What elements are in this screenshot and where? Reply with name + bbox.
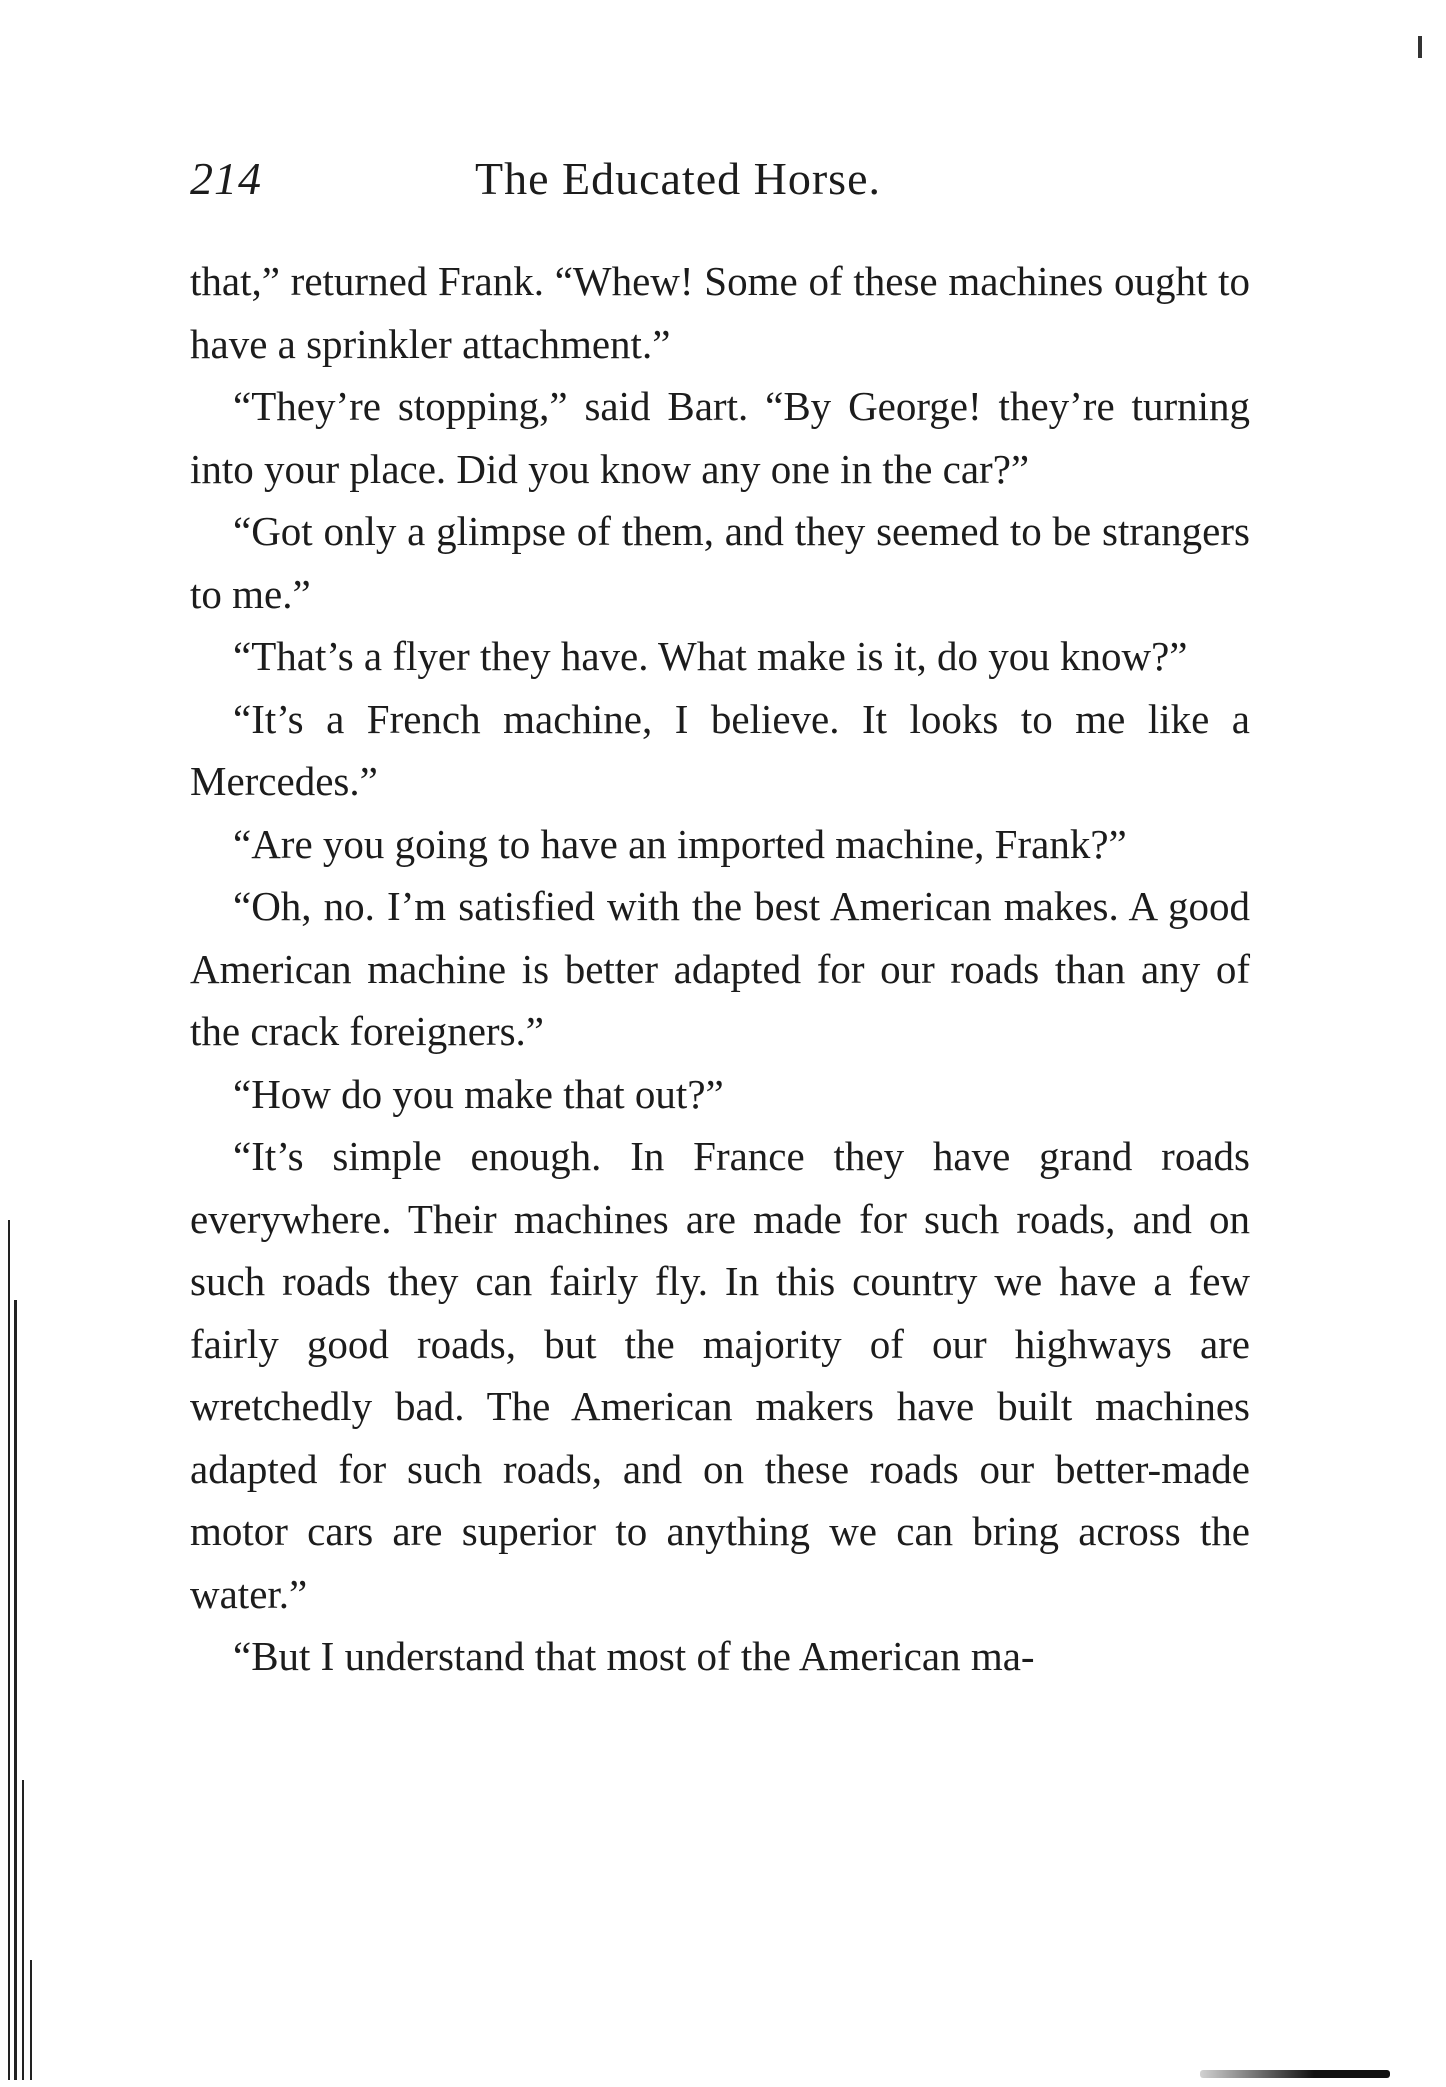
paragraph: “Got only a glimpse of them, and they seemed to be strangers to me.”: [190, 508, 1250, 617]
paragraph: “It’s simple enough. In France they have grand roads everywhere. Their machines are made for such roads, and on such roads they can fairly fly. In this country we have a few fairly good roads, but the majority of our highways are wretchedly bad. The American makers have built machines adapted for such roads, and on these roads our better-made motor cars are superior to anything we can bring across the water.”: [190, 1133, 1250, 1617]
scan-mark: [1418, 36, 1422, 58]
paragraph: “It’s a French machine, I believe. It looks to me like a Mercedes.”: [190, 695, 1250, 804]
binding-line: [22, 1780, 24, 2080]
binding-line: [14, 1300, 17, 2080]
paragraph: “But I understand that most of the American ma-: [233, 1633, 1035, 1679]
page-number: 214: [190, 153, 262, 204]
paragraph-continuation: that,” returned Frank. “Whew! Some of these machines ought to have a sprinkler attachment.”: [190, 258, 1250, 367]
scan-smudge: [1200, 2070, 1390, 2078]
running-title: The Educated Horse.: [475, 153, 882, 204]
paragraph: “Are you going to have an imported machine, Frank?”: [233, 820, 1127, 867]
page-header: [190, 152, 1250, 222]
paragraph: “How do you make that out?”: [233, 1070, 724, 1117]
body-text: [190, 250, 1250, 1688]
paragraph: “They’re stopping,” said Bart. “By George! they’re turning into your place. Did you know any one in the car?”: [190, 383, 1250, 492]
binding-line: [30, 1960, 32, 2080]
paragraph: “That’s a flyer they have. What make is it, do you know?”: [233, 633, 1188, 679]
paragraph: “Oh, no. I’m satisfied with the best American makes. A good American machine is better adapted for our roads than any of the crack foreigners.”: [190, 883, 1250, 1054]
binding-line: [8, 1220, 10, 2080]
